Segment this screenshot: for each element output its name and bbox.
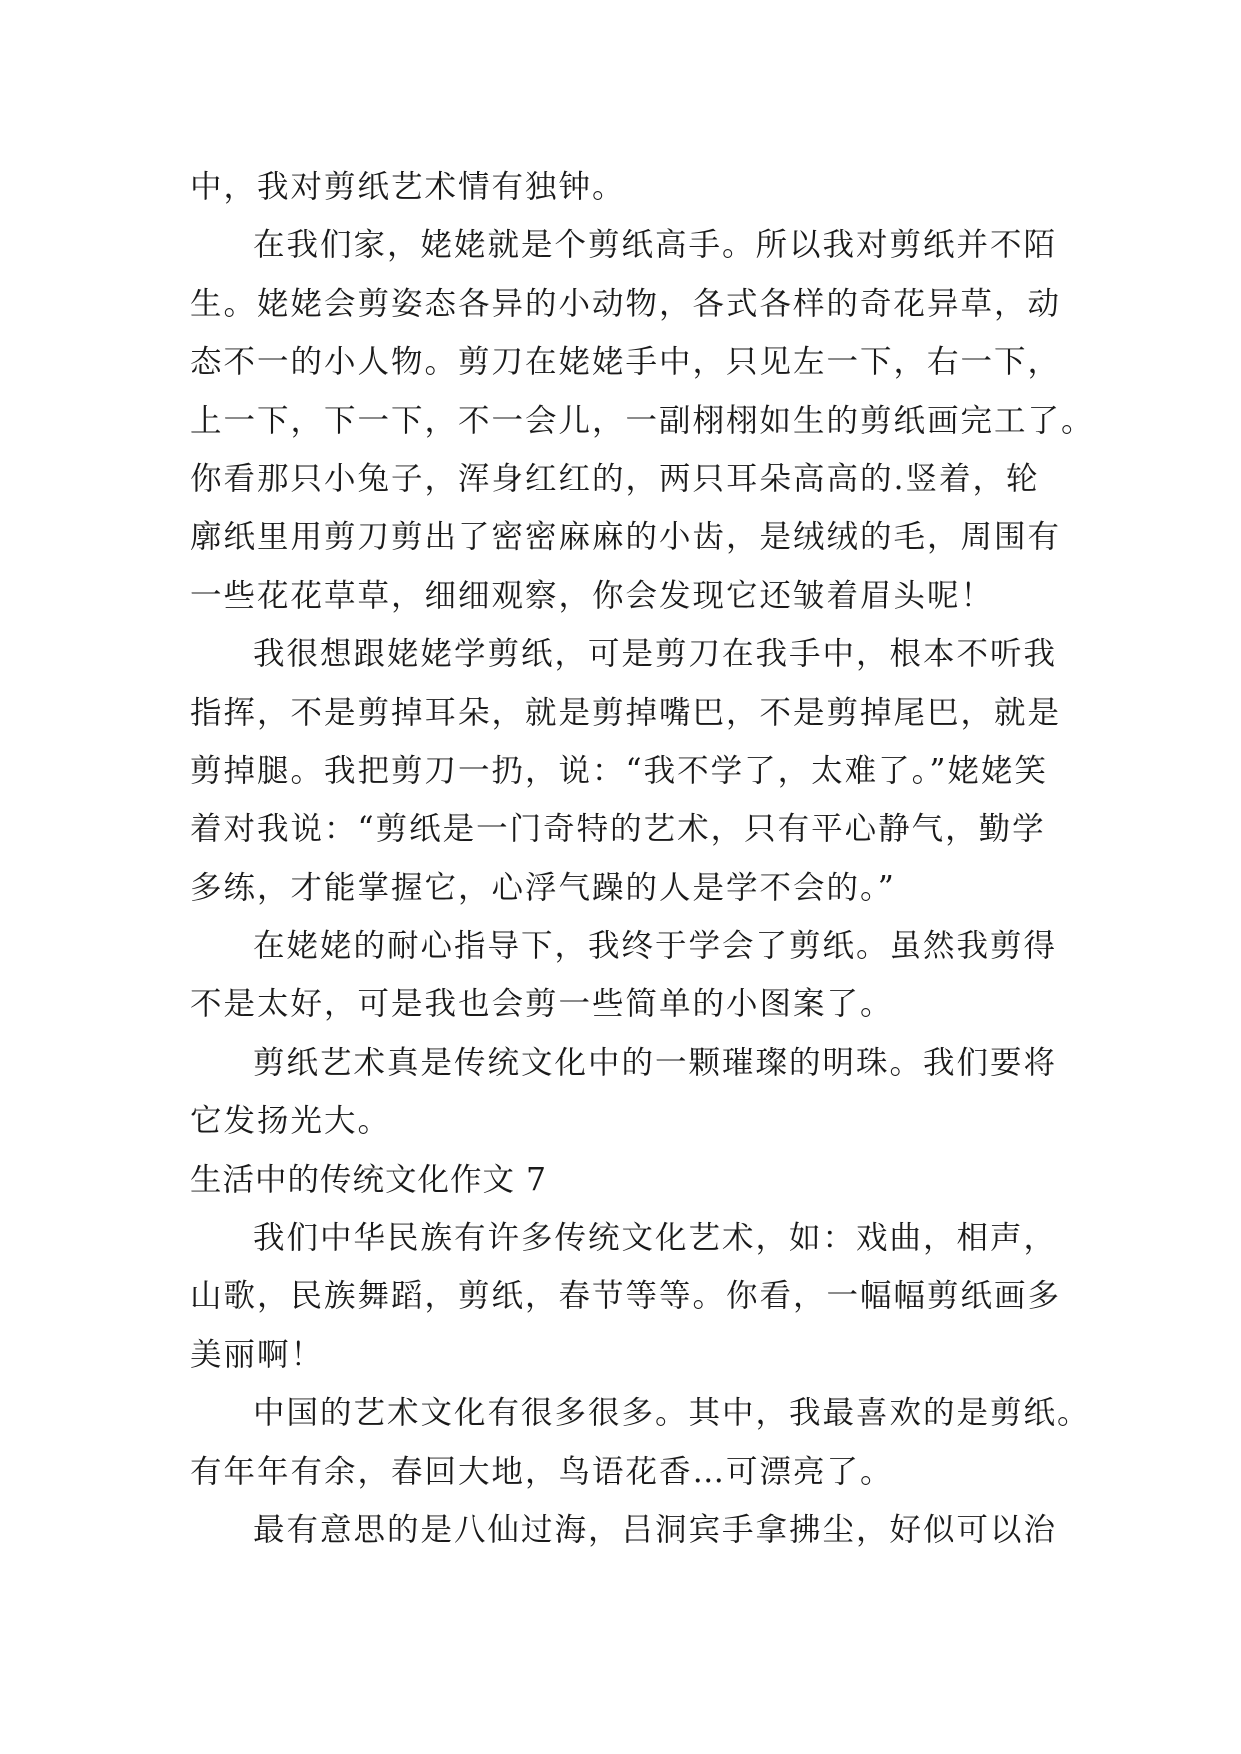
text-line: 你看那只小兔子，浑身红红的，两只耳朵高高的.竖着，轮 xyxy=(190,460,1040,497)
text-line: 中，我对剪纸艺术情有独钟。 xyxy=(190,169,626,205)
text-line: 剪掉腿。我把剪刀一扔，说：“我不学了，太难了。”姥姥笑 xyxy=(190,752,1048,789)
text-line: 有年年有余，春回大地，鸟语花香…可漂亮了。 xyxy=(190,1453,894,1490)
text-line: 态不一的小人物。剪刀在姥姥手中，只见左一下，右一下， xyxy=(190,344,1062,381)
paragraph-start-line: 我很想跟姥姥学剪纸，可是剪刀在我手中，根本不听我 xyxy=(253,636,1058,673)
text-line: 指挥，不是剪掉耳朵，就是剪掉嘴巴，不是剪掉尾巴，就是 xyxy=(190,694,1062,731)
text-line: 上一下，下一下，不一会儿，一副栩栩如生的剪纸画完工了。 xyxy=(190,402,1095,439)
document-body xyxy=(190,158,1095,1559)
paragraph-start-line: 我们中华民族有许多传统文化艺术，如：戏曲，相声， xyxy=(253,1220,1058,1257)
text-line: 一些花花草草，细细观察，你会发现它还皱着眉头呢！ xyxy=(190,577,995,614)
paragraph-start-line: 剪纸艺术真是传统文化中的一颗璀璨的明珠。我们要将 xyxy=(253,1044,1058,1081)
text-line: 它发扬光大。 xyxy=(190,1103,392,1140)
paragraph-start-line: 在姥姥的耐心指导下，我终于学会了剪纸。虽然我剪得 xyxy=(253,928,1058,965)
text-line: 生。姥姥会剪姿态各异的小动物，各式各样的奇花异草，动 xyxy=(190,285,1062,322)
paragraph-start-line: 在我们家，姥姥就是个剪纸高手。所以我对剪纸并不陌 xyxy=(253,227,1058,264)
paragraph-start-line: 最有意思的是八仙过海，吕洞宾手拿拂尘，好似可以治 xyxy=(253,1511,1058,1548)
text-line: 不是太好，可是我也会剪一些简单的小图案了。 xyxy=(190,986,894,1023)
text-line: 山歌，民族舞蹈，剪纸，春节等等。你看，一幅幅剪纸画多 xyxy=(190,1278,1062,1315)
text-line: 美丽啊！ xyxy=(190,1336,325,1373)
text-line: 着对我说：“剪纸是一门奇特的艺术，只有平心静气，勤学 xyxy=(190,811,1046,848)
text-line: 多练，才能掌握它，心浮气躁的人是学不会的。” xyxy=(190,869,896,906)
text-line: 廓纸里用剪刀剪出了密密麻麻的小齿，是绒绒的毛，周围有 xyxy=(190,519,1062,556)
paragraph-start-line: 中国的艺术文化有很多很多。其中，我最喜欢的是剪纸。 xyxy=(253,1395,1091,1432)
section-heading: 生活中的传统文化作文 7 xyxy=(190,1161,548,1198)
